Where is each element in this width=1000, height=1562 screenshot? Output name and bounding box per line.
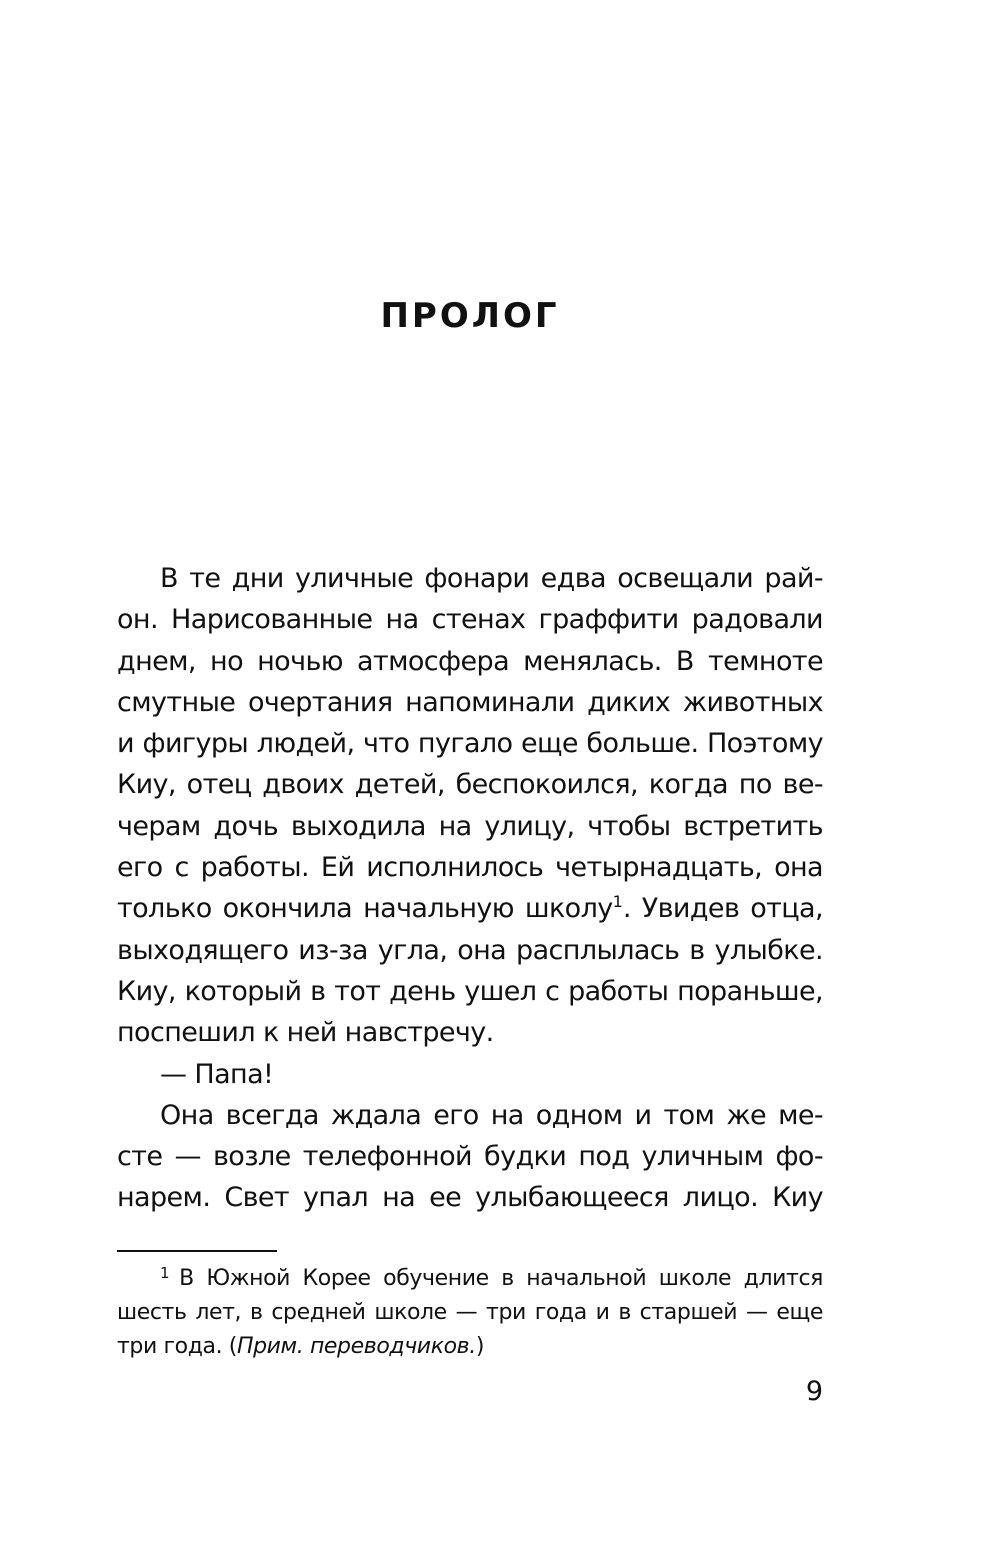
- text-line: Киу, отец двоих детей, беспокоился, когда по ве-: [117, 769, 823, 801]
- text-line: В те дни уличные фонари едва освещали рай-: [160, 563, 823, 594]
- footnote-text: три года. (: [117, 1334, 237, 1359]
- footnote-translator-note: Прим. переводчиков.: [236, 1334, 476, 1359]
- text-line: его с работы. Ей исполнилось четырнадцать, она: [117, 852, 823, 884]
- text-line: черам дочь выходила на улицу, чтобы встретить: [117, 810, 823, 842]
- footnote-text: ): [475, 1334, 484, 1359]
- page-number: 9: [805, 1376, 823, 1407]
- text-line-with-footnote: [117, 888, 823, 929]
- footnote-reference[interactable]: 1: [612, 892, 623, 912]
- text-line: и фигуры людей, что пугало еще больше. Поэтому: [117, 728, 823, 760]
- text-line: нарем. Свет упал на ее улыбающееся лицо. Киу: [117, 1182, 823, 1214]
- text-line: он. Нарисованные на стенах граффити радовали: [117, 604, 823, 636]
- footnote-line: [117, 1262, 823, 1296]
- footnote: [117, 1262, 823, 1364]
- chapter-title: ПРОЛОГ: [380, 296, 560, 336]
- text-line: поспешил к ней навстречу.: [117, 1017, 494, 1049]
- text-line: Она всегда ждала его на одном и том же ме-: [160, 1099, 823, 1131]
- dialogue-line: — Папа!: [160, 1058, 274, 1090]
- footnote-text: В Южной Корее обучение в начальной школе длится: [179, 1266, 823, 1291]
- footnote-marker: 1: [160, 1264, 170, 1282]
- text-line: выходящего из-за угла, она расплылась в улыбке.: [117, 934, 823, 966]
- footnote-line: шесть лет, в средней школе — три года и в старшей — еще: [117, 1300, 823, 1325]
- text-line: смутные очертания напоминали диких животных: [117, 686, 823, 718]
- text-line: Киу, который в тот день ушел с работы пораньше,: [117, 975, 823, 1007]
- footnote-line: [117, 1330, 823, 1364]
- text-line: сте — возле телефонной будки под уличным фо-: [117, 1141, 823, 1173]
- body-text: [117, 558, 823, 1219]
- text-fragment: . Увидев отца,: [622, 893, 823, 925]
- text-fragment: только окончила начальную школу: [117, 893, 613, 925]
- footnote-divider: [117, 1250, 277, 1252]
- text-line: днем, но ночью атмосфера менялась. В темноте: [117, 645, 823, 677]
